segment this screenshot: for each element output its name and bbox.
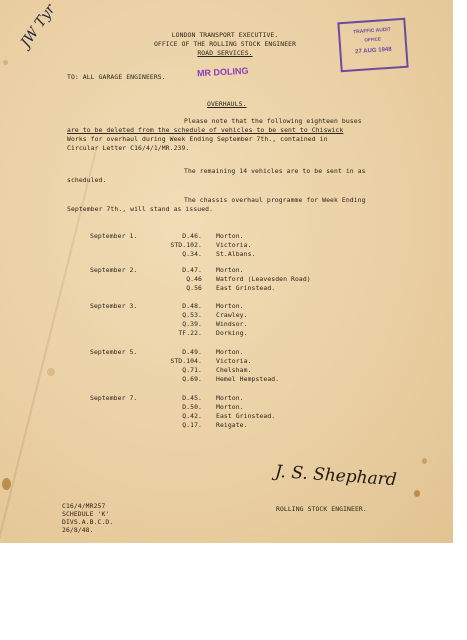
- garage-name: Morton.: [216, 403, 244, 411]
- garage-name: Watford (Leavesden Road): [216, 275, 311, 283]
- schedule-date: September 5.: [90, 348, 138, 356]
- stamp-line-2: OFFICE: [364, 36, 382, 43]
- garage-name: Reigate.: [216, 421, 248, 429]
- stain-spot: [414, 490, 420, 497]
- vehicle-code: Q.42.: [182, 412, 202, 420]
- vehicle-code: Q.53.: [182, 311, 202, 319]
- stamp-date: 27 AUG 1948: [355, 46, 392, 56]
- vehicle-code: Q.17.: [182, 421, 202, 429]
- received-stamp: [337, 18, 408, 73]
- reference-line: C16/4/MR257: [62, 502, 106, 510]
- garage-name: Morton.: [216, 302, 244, 310]
- reference-line: DIVS.A.B.C.D.: [62, 518, 114, 526]
- vehicle-code: D.48.: [182, 302, 202, 310]
- addressee: TO: ALL GARAGE ENGINEERS.: [67, 73, 166, 81]
- vehicle-code: D.46.: [182, 232, 202, 240]
- schedule-date: September 1.: [90, 232, 138, 240]
- header-line-3: ROAD SERVICES.: [197, 49, 253, 57]
- handwritten-name: MR DOLING: [196, 65, 249, 79]
- vehicle-code: Q.56: [186, 284, 202, 292]
- vehicle-code: STD.104.: [170, 357, 202, 365]
- schedule-date: September 2.: [90, 266, 138, 274]
- garage-name: Victoria.: [216, 241, 252, 249]
- vehicle-code: Q.34.: [182, 250, 202, 258]
- garage-name: Dorking.: [216, 329, 248, 337]
- garage-name: Chelsham.: [216, 366, 252, 374]
- garage-name: Windsor.: [216, 320, 248, 328]
- subject-heading: OVERHAULS.: [207, 100, 247, 108]
- vehicle-code: TF.22.: [178, 329, 202, 337]
- garage-name: Morton.: [216, 394, 244, 402]
- vehicle-code: Q.46: [186, 275, 202, 283]
- para1-line: Circular Letter C16/4/1/MR.239.: [67, 144, 190, 152]
- para2-line: The remaining 14 vehicles are to be sent in as: [184, 167, 366, 175]
- reference-line: SCHEDULE 'K': [62, 510, 110, 518]
- stain-spot: [2, 478, 11, 490]
- header-line-2: OFFICE OF THE ROLLING STOCK ENGINEER: [153, 40, 297, 48]
- garage-name: Morton.: [216, 348, 244, 356]
- stain-spot: [422, 458, 427, 464]
- schedule-date: September 7.: [90, 394, 138, 402]
- para1-line: Works for overhaul during Week Ending September 7th., contained in: [67, 135, 328, 143]
- garage-name: Morton.: [216, 232, 244, 240]
- schedule-date: September 3.: [90, 302, 138, 310]
- garage-name: East Grinstead.: [216, 284, 276, 292]
- para1-line: are to be deleted from the schedule of vehicles to be sent to Chiswick: [67, 126, 344, 134]
- vehicle-code: Q.71.: [182, 366, 202, 374]
- garage-name: Hemel Hempstead.: [216, 375, 280, 383]
- handwritten-signature: J. S. Shephard: [274, 461, 398, 491]
- garage-name: Crawley.: [216, 311, 248, 319]
- vehicle-code: STD.102.: [170, 241, 202, 249]
- signoff-title: ROLLING STOCK ENGINEER.: [276, 505, 367, 513]
- handwritten-initials: JW Tyr: [17, 1, 59, 51]
- para1-line: Please note that the following eighteen buses: [184, 117, 362, 125]
- vehicle-code: Q.39.: [182, 320, 202, 328]
- stain-spot: [3, 60, 8, 65]
- vehicle-code: Q.69.: [182, 375, 202, 383]
- header-line-1: LONDON TRANSPORT EXECUTIVE.: [171, 31, 279, 39]
- stamp-line-1: TRAFFIC AUDIT: [352, 26, 392, 36]
- vehicle-code: D.45.: [182, 394, 202, 402]
- vehicle-code: D.49.: [182, 348, 202, 356]
- garage-name: St.Albans.: [216, 250, 256, 258]
- reference-line: 26/8/48.: [62, 526, 94, 534]
- vehicle-code: D.47.: [182, 266, 202, 274]
- para3-line: The chassis overhaul programme for Week Ending: [184, 196, 366, 204]
- para3-line: September 7th., will stand as issued.: [67, 205, 214, 213]
- garage-name: Morton.: [216, 266, 244, 274]
- vehicle-code: D.50.: [182, 403, 202, 411]
- stain-spot: [47, 368, 55, 376]
- para2-line: scheduled.: [67, 176, 107, 184]
- garage-name: Victoria.: [216, 357, 252, 365]
- garage-name: East Grinstead.: [216, 412, 276, 420]
